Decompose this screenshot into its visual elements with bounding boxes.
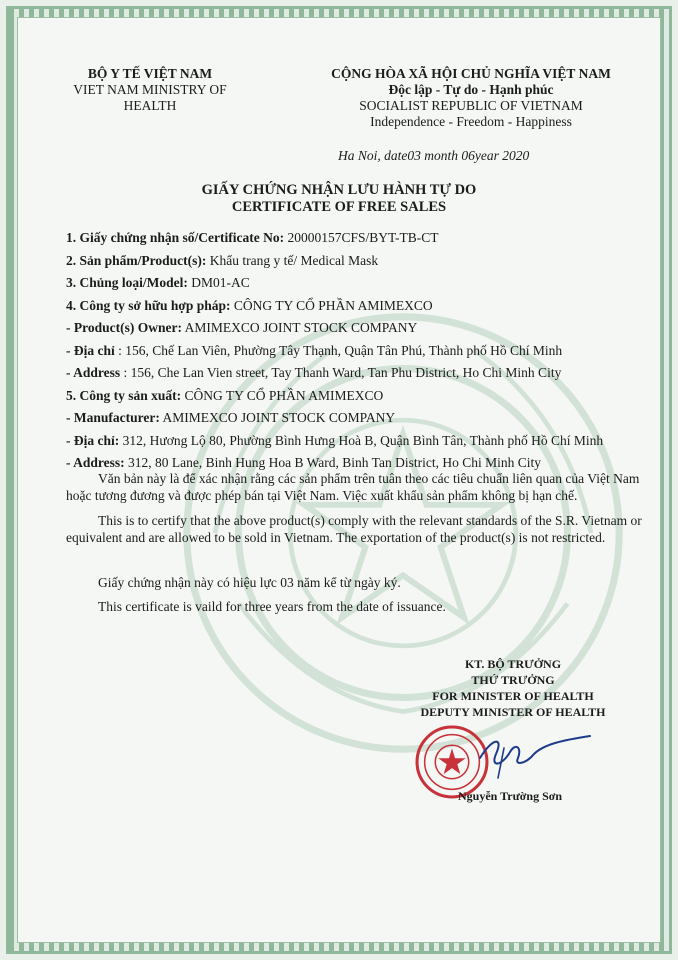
field-certificate-no: 1. Giấy chứng nhận số/Certificate No: 20000157CFS/BYT-TB-CT (66, 230, 439, 245)
field-owner-address-en: - Address : 156, Che Lan Vien street, Tay Thanh Ward, Tan Phu District, Ho Chi Minh City (66, 365, 562, 380)
republic-name-en: SOCIALIST REPUBLIC OF VIETNAM (359, 98, 583, 113)
field-manufacturer-address-en: - Address: 312, 80 Lane, Binh Hung Hoa B Ward, Binh Tan District, Ho Chi Minh City (66, 455, 541, 470)
certificate-border (6, 6, 672, 954)
republic-header (283, 66, 659, 130)
statement-en: This is to certify that the above product(s) comply with the relevant standards of the S.R. Vietnam or equivalent and are allowed to be sold in Vietnam. The exportation of the product(s) is not restricted. (66, 513, 642, 545)
certificate-title (18, 182, 660, 216)
field-model: 3. Chủng loại/Model: DM01-AC (66, 275, 250, 290)
ministry-name-en-line2: HEALTH (123, 98, 177, 113)
handwritten-signature-icon (474, 718, 594, 798)
signature-title-1: KT. BỘ TRƯỞNG (464, 657, 562, 671)
title-vn: GIẤY CHỨNG NHẬN LƯU HÀNH TỰ DO (201, 182, 477, 198)
validity-en: This certificate is vaild for three years from the date of issuance. (98, 599, 446, 614)
certificate-paper (17, 17, 661, 943)
validity-vn: Giấy chứng nhận này có hiệu lực 03 năm kể từ ngày ký. (98, 575, 401, 590)
field-manufacturer-en: - Manufacturer: AMIMEXCO JOINT STOCK COMPANY (66, 410, 396, 425)
title-en: CERTIFICATE OF FREE SALES (231, 199, 447, 215)
signature-title-4: DEPUTY MINISTER OF HEALTH (420, 705, 606, 719)
field-product: 2. Sản phẩm/Product(s): Khẩu trang y tế/ Medical Mask (66, 252, 379, 268)
field-owner-en: - Product(s) Owner: AMIMEXCO JOINT STOCK COMPANY (66, 320, 418, 335)
signer-name: Nguyễn Trường Sơn (458, 789, 563, 803)
field-owner-address-vn: - Địa chỉ : 156, Chế Lan Viên, Phường Tây Thạnh, Quận Tân Phú, Thành phố Hồ Chí Minh (66, 342, 563, 358)
field-manufacturer-address-vn: - Địa chỉ: 312, Hương Lộ 80, Phường Bình Hưng Hoà B, Quận Bình Tân, Thành phố Hồ Chí Minh (66, 432, 604, 448)
ministry-name-en-line1: VIET NAM MINISTRY OF (73, 82, 227, 97)
signature-title-3: FOR MINISTER OF HEALTH (432, 689, 594, 703)
signature-title-2: THỨ TRƯỞNG (471, 673, 555, 687)
motto-en: Independence - Freedom - Happiness (370, 114, 572, 129)
field-owner-vn: 4. Công ty sở hữu hợp pháp: CÔNG TY CỔ PHẦN AMIMEXCO (66, 297, 433, 313)
field-manufacturer-vn: 5. Công ty sản xuất: CÔNG TY CỔ PHẦN AMIMEXCO (66, 387, 384, 403)
issue-date: Ha Noi, date03 month 06year 2020 (338, 148, 530, 163)
motto-vn: Độc lập - Tự do - Hạnh phúc (388, 82, 554, 97)
issuer-header (40, 66, 260, 114)
certificate-fields (66, 228, 656, 476)
statement-vn: Văn bản này là để xác nhận rằng các sản phẩm trên tuân theo các tiêu chuẩn liên quan của Việt Nam hoặc tương đương và được phép bán tại Việt Nam. Việc xuất khẩu sản phẩm không bị hạn chế. (66, 471, 640, 503)
ministry-name-vn: BỘ Y TẾ VIỆT NAM (87, 66, 213, 81)
signature-block (413, 656, 613, 720)
republic-name-vn: CỘNG HÒA XÃ HỘI CHỦ NGHĨA VIỆT NAM (331, 66, 611, 81)
